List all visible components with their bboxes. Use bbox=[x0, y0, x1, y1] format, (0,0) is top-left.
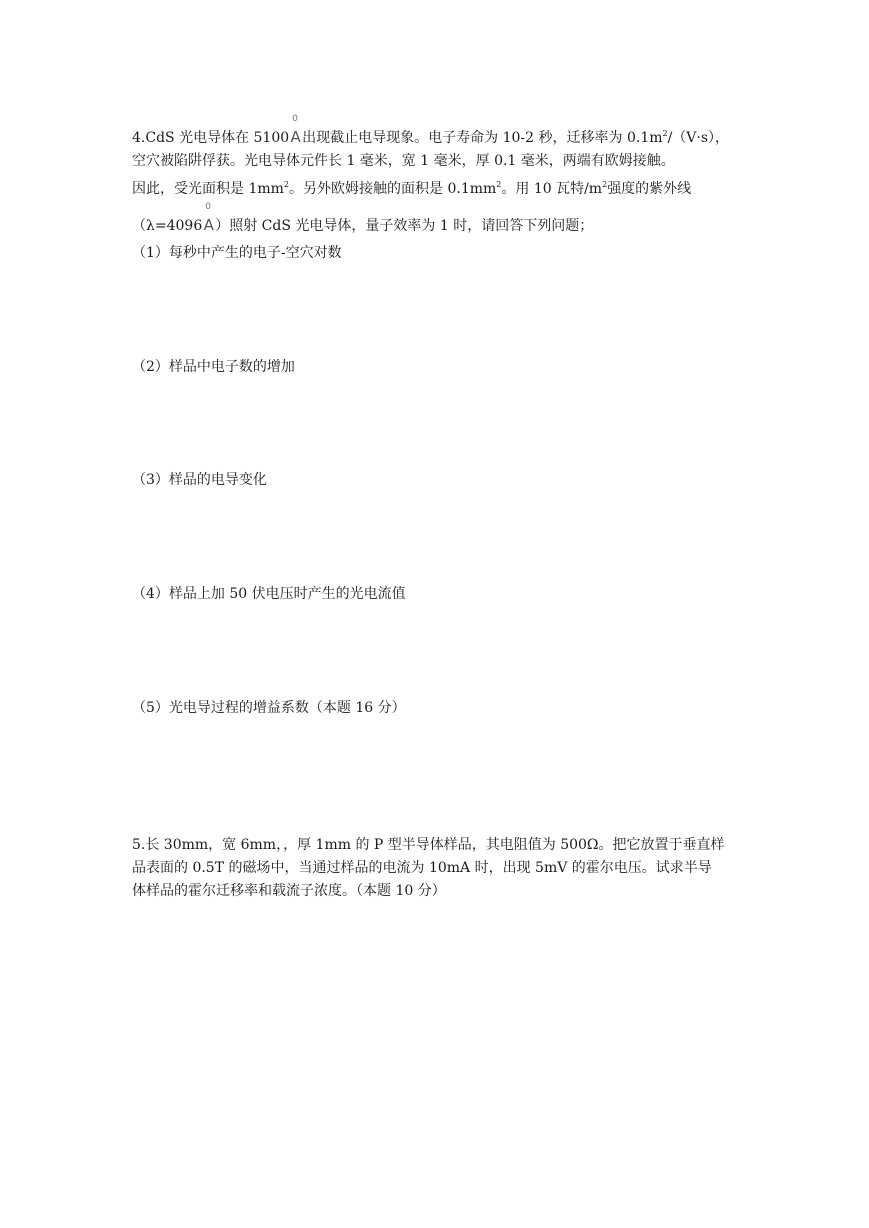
problem-5-line-1: 5.长 30mm，宽 6mm，，厚 1mm 的 P 型半导体样品，其电阻值为 500Ω。把它放置于垂直样 bbox=[132, 837, 725, 853]
angstrom-symbol: 0 A bbox=[203, 202, 214, 234]
sub-question-3: （3）样品的电导变化 bbox=[132, 472, 267, 488]
sub-question-5: （5）光电导过程的增益系数（本题 16 分） bbox=[132, 700, 406, 716]
problem-5-line-3: 体样品的霍尔迁移率和载流子浓度。（本题 10 分） bbox=[132, 883, 446, 899]
angstrom-symbol: 0 A bbox=[290, 114, 301, 146]
problem-5-line-2: 品表面的 0.5T 的磁场中，当通过样品的电流为 10mA 时，出现 5mV 的霍尔电压。试求半导 bbox=[132, 860, 712, 876]
problem-4-line-1: 4.CdS 光电导体在 5100 0 A出现截止电导现象。电子寿命为 10-2 秒，迁移率为 $0.1m^2/(V\cdot s)$， bbox=[132, 114, 730, 146]
problem-4-line-2: 空穴被陷阱俘获。光电导体元件长 1 毫米，宽 1 毫米，厚 0.1 毫米，两端有欧姆接触。 bbox=[132, 153, 675, 169]
sub-question-1: （1）每秒中产生的电子-空穴对数 bbox=[132, 245, 342, 261]
sub-question-2: （2）样品中电子数的增加 bbox=[132, 359, 295, 375]
problem-4-line-3: 因此，受光面积是 $1mm^2$。另外欧姆接触的面积是 $0.1mm^2$。用 10 瓦特$/m^2$强度的紫外线 bbox=[132, 180, 692, 197]
sub-question-4: （4）样品上加 50 伏电压时产生的光电流值 bbox=[132, 586, 406, 602]
problem-4-line-4: （λ=4096 0 A）照射 CdS 光电导体，量子效率为 1 时，请回答下列问题； bbox=[132, 202, 594, 234]
